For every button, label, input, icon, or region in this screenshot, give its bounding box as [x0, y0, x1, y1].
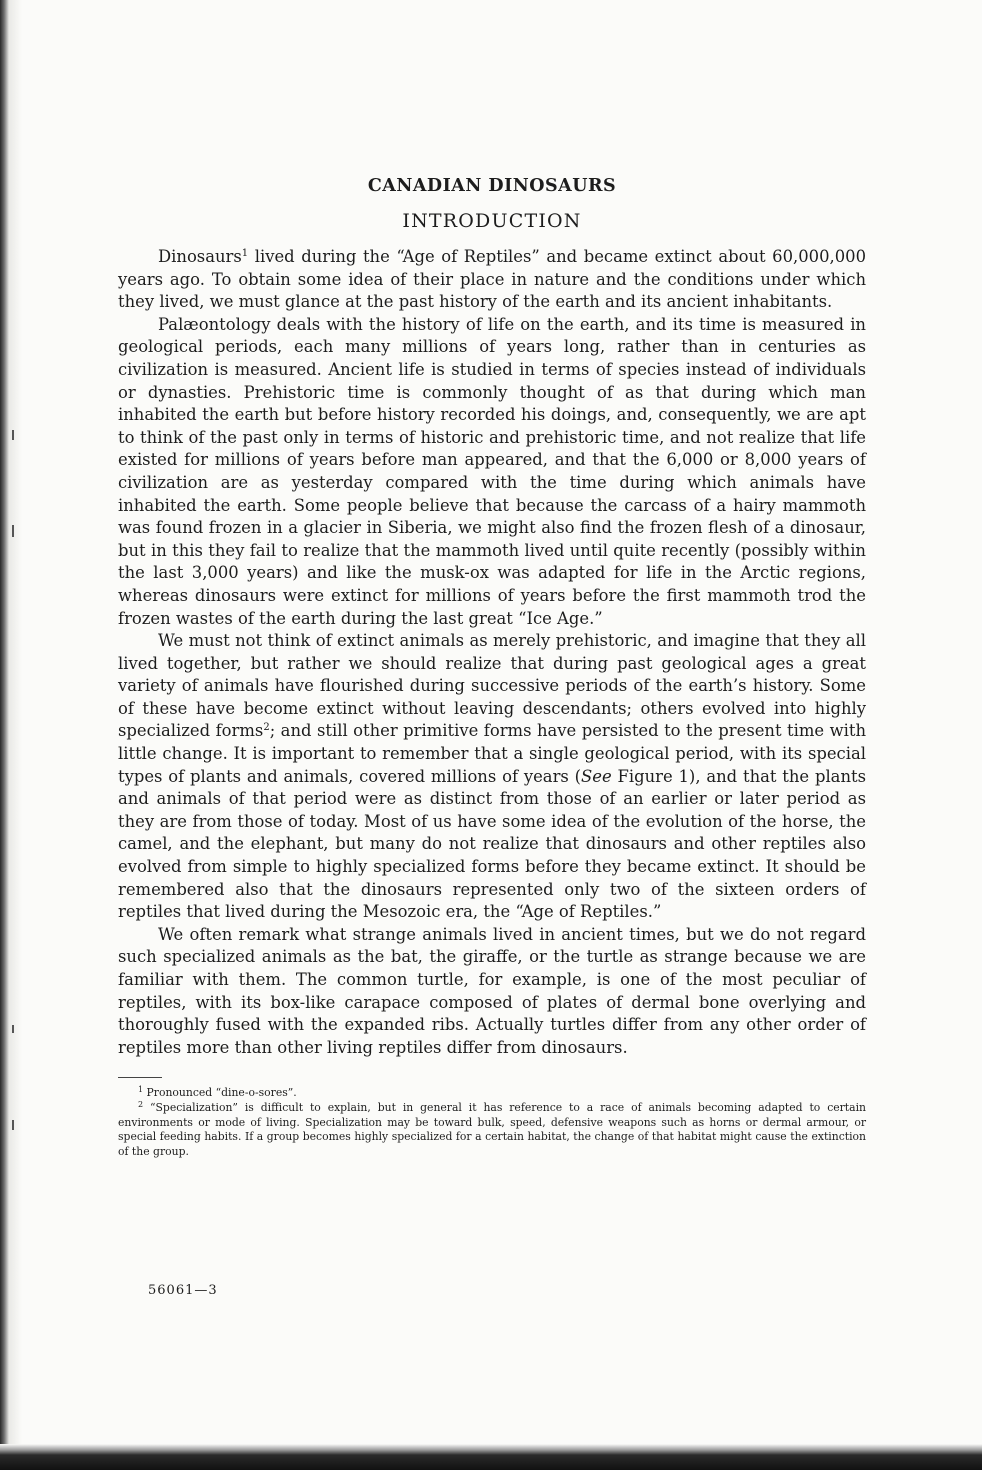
paragraph-text: lived during the “Age of Reptiles” and became extinct about 60,000,000 years ago. To obtain some idea of their place in nature and the conditions under which they lived, we must glance at the past history of the earth and its ancient inhabitants. — [118, 247, 866, 312]
page-bottom-edge-shadow — [0, 1444, 982, 1470]
footnote-marker: 1 — [138, 1085, 144, 1095]
footnote-ref-2: 2 — [263, 722, 270, 734]
paragraph-text: We must not think of extinct animals as merely prehistoric, and imagine that they all lived together, but rather we should realize that during past geological ages a great variety of animals have flourished during successive periods of the earth’s history. Some of these have become extinct without leaving descendants; others evolved into highly specialized forms — [118, 631, 866, 741]
scan-speck — [12, 1120, 14, 1130]
footnote-marker: 2 — [138, 1099, 144, 1109]
footnote-2 — [118, 1101, 866, 1159]
body-text — [118, 246, 866, 1059]
footnote-divider — [118, 1077, 162, 1078]
paragraph-text: ; and still other primitive forms have persisted to the present time with little change. It is important to remember that a single geological period, with its special types of plants and animals, covered millions of years ( — [118, 721, 866, 786]
scan-speck — [12, 430, 14, 440]
print-code: 56061—3 — [148, 1283, 218, 1298]
footnotes — [118, 1086, 866, 1159]
scan-speck — [12, 1025, 14, 1033]
section-heading: INTRODUCTION — [402, 210, 582, 232]
paragraph-4: We often remark what strange animals lived in ancient times, but we do not regard such specialized animals as the bat, the giraffe, or the turtle as strange because we are familiar with them. The common turtle, for example, is one of the most peculiar of reptiles, with its box-like carapace composed of plates of dermal bone overlying and thoroughly fused with the expanded ribs. Actually turtles differ from any other order of reptiles more than other living reptiles differ from dinosaurs. — [118, 924, 866, 1057]
paragraph-2: Palæontology deals with the history of life on the earth, and its time is measured in geological periods, each many millions of years long, rather than in centuries as civilization is measured. Ancient life is studied in terms of species instead of individuals or dynasties. Prehistoric time is commonly thought of as that during which man inhabited the earth but before history recorded his doings, and, consequently, we are apt to think of the past only in terms of historic and prehistoric time, and not realize that life existed for millions of years before man appeared, and that the 6,000 or 8,000 years of civilization are as yesterday compared with the time during which animals have inhabited the earth. Some people believe that because the carcass of a hairy mammoth was found frozen in a glacier in Siberia, we might also find the frozen flesh of a dinosaur, but in this they fail to realize that the mammoth lived until quite recently (possibly within the last 3,000 years) and like the musk-ox was adapted for life in the Arctic regions, whereas dinosaurs were extinct for millions of years before the first mammoth trod the frozen wastes of the earth during the last great “Ice Age.” — [118, 314, 866, 628]
footnote-1 — [118, 1086, 866, 1101]
footnote-text: “Specialization” is difficult to explain, but in general it has reference to a race of animals becoming adapted to certain environments or mode of living. Specialization may be toward bulk, speed, defensive weapons such as horns or dermal armour, or special feeding habits. If a group becomes highly specialized for a certain habitat, the change of that habitat might cause the extinction of the group. — [118, 1100, 866, 1158]
document-title: CANADIAN DINOSAURS — [367, 176, 617, 196]
figure-reference: See — [581, 766, 612, 786]
footnote-ref-1: 1 — [241, 248, 249, 259]
paragraph-1 — [118, 246, 866, 314]
paragraph-lead: Dinosaurs — [158, 247, 242, 266]
scan-speck — [12, 525, 14, 537]
footnote-text: Pronounced “dine-o-sores”. — [143, 1086, 297, 1100]
page-left-edge-shadow — [0, 0, 22, 1470]
paragraph-text: Figure 1), and that the plants and animals of that period were as distinct from those of an earlier or later period as they are from those of today. Most of us have some idea of the evolution of the horse, the camel, and the elephant, but many do not realize that dinosaurs and other reptiles also evolved from simple to highly specialized forms before they became extinct. It should be remembered also that the dinosaurs represented only two of the sixteen orders of reptiles that lived during the Mesozoic era, the “Age of Reptiles.” — [118, 766, 867, 922]
document-page — [118, 172, 866, 1159]
paragraph-3 — [118, 630, 866, 924]
